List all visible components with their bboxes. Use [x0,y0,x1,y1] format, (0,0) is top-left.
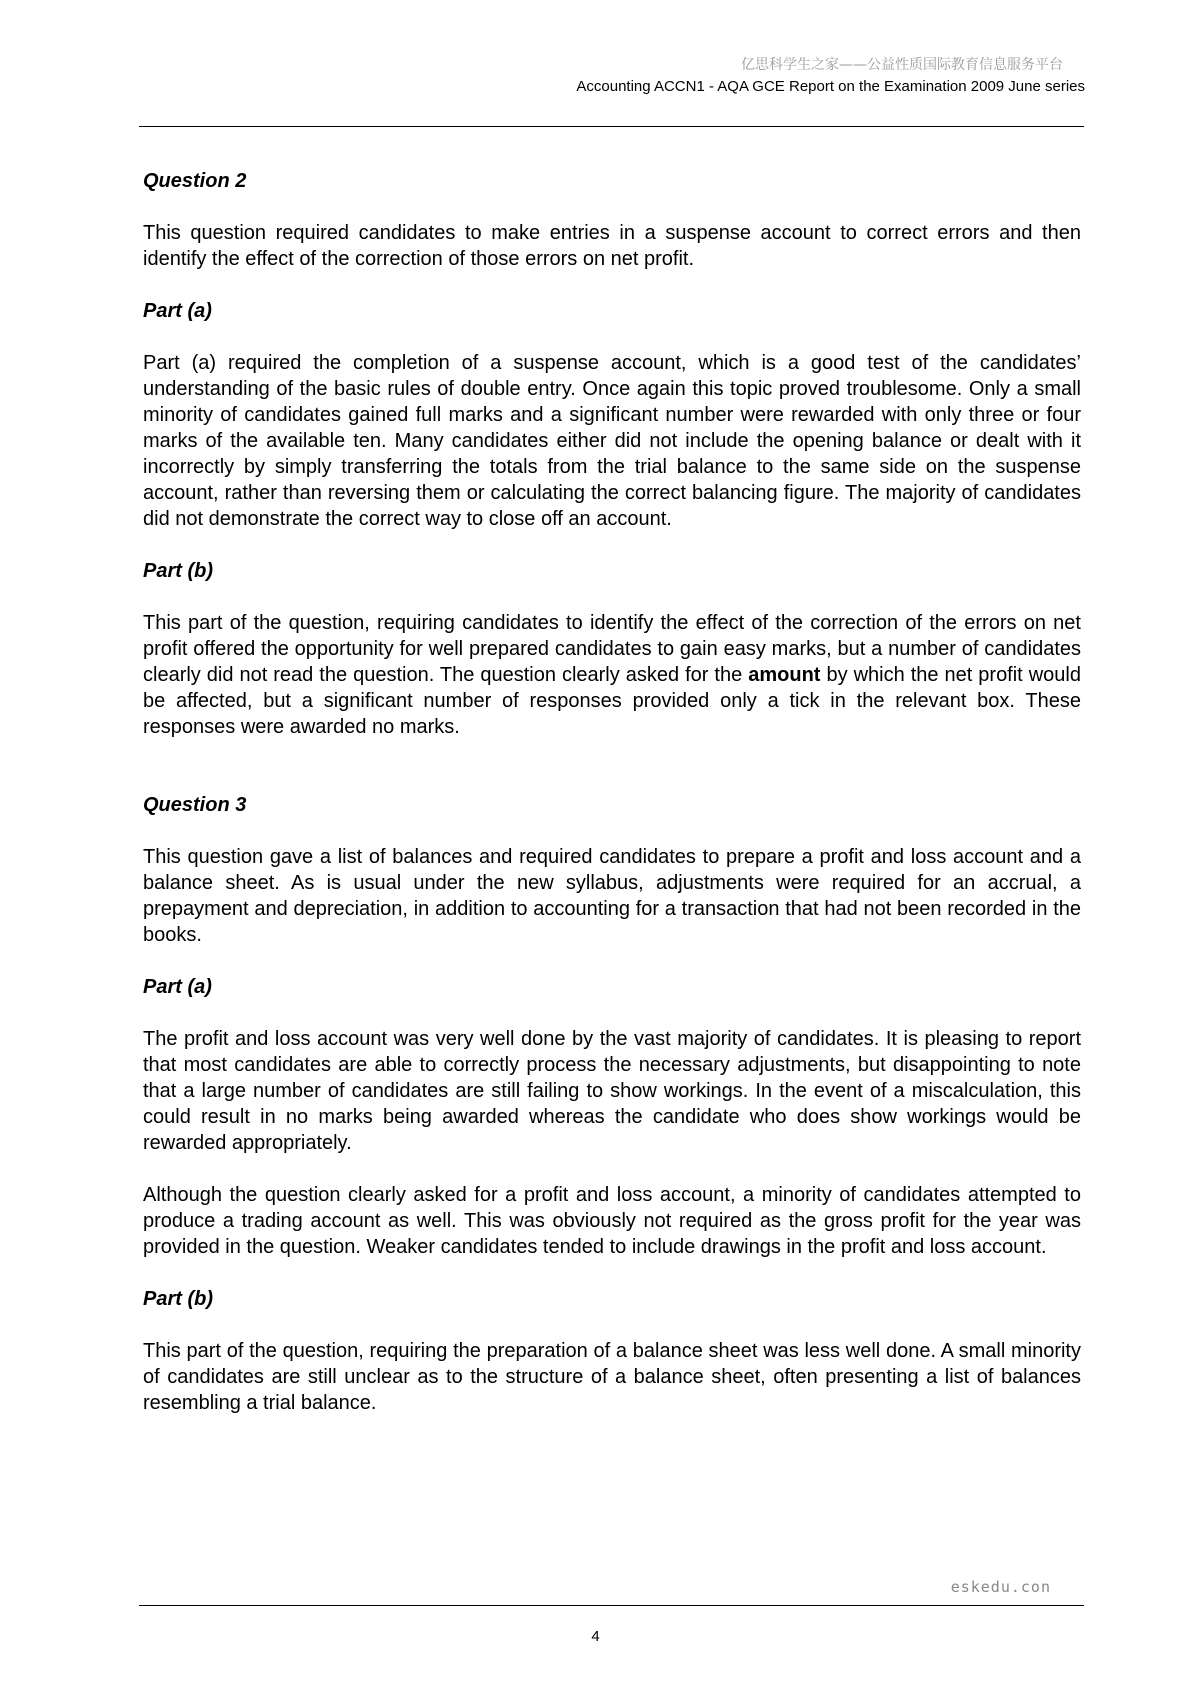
question-3-part-a-text-2: Although the question clearly asked for a profit and loss account, a minority of candidates attempted to produce a trading account as well. This was obviously not required as the gross profit for the year was provided in the question. Weaker candidates tended to include drawings in the profit and loss account. [143,1184,1081,1258]
section-spacer [143,766,1081,792]
footer-rule [139,1605,1084,1606]
question-2-part-b-text [143,610,1081,740]
question-3-part-b-text: This part of the question, requiring the preparation of a balance sheet was less well done. A small minority of candidates are still unclear as to the structure of a balance sheet, often presenting a list of balances resembling a trial balance. [143,1340,1081,1414]
question-3-part-a-text-1: The profit and loss account was very well done by the vast majority of candidates. It is pleasing to report that most candidates are able to correctly process the necessary adjustments, but disappointing to note that a large number of candidates are still failing to show workings. In the event of a miscalculation, this could result in no marks being awarded whereas the candidate who does show workings would be rewarded appropriately. [143,1028,1081,1154]
question-3-heading: Question 3 [143,794,247,816]
part-b-text-start: This part of the question, requiring candidates to identify the effect of the correction of the errors on net profit offered the opportunity for well prepared candidates to gain easy marks, but a number of candidates clearly did not read the question. The question clearly asked for the [143,612,1081,686]
part-b-text-end: by which the net profit would be affected, but a significant number of responses provided only a tick in the relevant box. These responses were awarded no marks. [143,664,1081,738]
report-body [143,168,1081,1442]
header-title: Accounting ACCN1 - AQA GCE Report on the Examination 2009 June series [576,78,1085,95]
question-2-heading: Question 2 [143,170,247,192]
question-2-part-a-text: Part (a) required the completion of a suspense account, which is a good test of the candidates’ understanding of the basic rules of double entry. Once again this topic proved troublesome. Only a small minority of candidates gained full marks and a significant number were rewarded with only three or four marks of the available ten. Many candidates either did not include the opening balance or dealt with it incorrectly by simply transferring the totals from the trial balance to the same side on the suspense account, rather than reversing them or calculating the correct balancing figure. The majority of candidates did not demonstrate the correct way to close off an account. [143,352,1081,530]
header-watermark: 亿思科学生之家——公益性质国际教育信息服务平台 [741,57,1063,73]
question-2-part-a-heading: Part (a) [143,300,212,322]
question-3-part-b-heading: Part (b) [143,1288,213,1310]
header-rule [139,126,1084,127]
footer-watermark: eskedu.con [950,1578,1051,1596]
emphasis-amount: amount [748,664,821,686]
page-number: 4 [591,1628,600,1645]
question-2-part-b-heading: Part (b) [143,560,213,582]
question-3-intro: This question gave a list of balances and required candidates to prepare a profit and loss account and a balance sheet. As is usual under the new syllabus, adjustments were required for an accrual, a prepayment and depreciation, in addition to accounting for a transaction that had not been recorded in the books. [143,846,1081,946]
question-3-part-a-heading: Part (a) [143,976,212,998]
question-2-intro: This question required candidates to make entries in a suspense account to correct errors and then identify the effect of the correction of those errors on net profit. [143,222,1081,270]
